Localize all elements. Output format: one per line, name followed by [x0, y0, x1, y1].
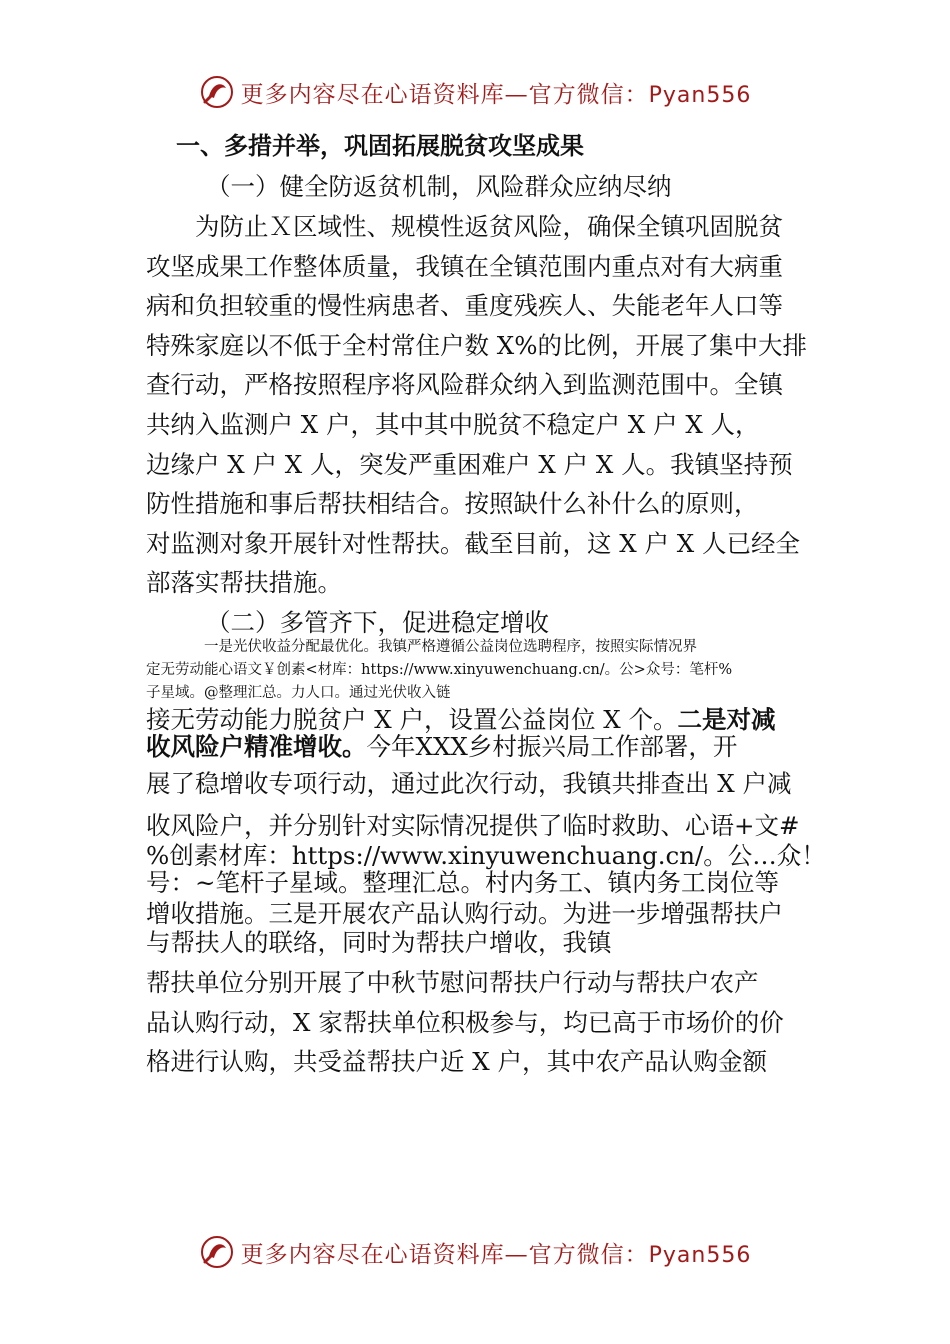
- para-line: 查行动，严格按照程序将风险群众纳入到监测范围中。全镇: [146, 370, 783, 399]
- para-line: 号：~笔杆子星域。整理汇总。村内务工、镇内务工岗位等: [146, 868, 780, 897]
- para-line: 攻坚成果工作整体质量，我镇在全镇范围内重点对有大病重: [146, 252, 783, 281]
- para-line: 边缘户 X 户 X 人，突发严重困难户 X 户 X 人。我镇坚持预: [146, 450, 793, 479]
- bold-phrase: 收风险户精准增收。: [146, 732, 367, 761]
- para-line: 收风险户精准增收。今年XXX乡村振兴局工作部署，开: [146, 732, 738, 761]
- para-line: 收风险户，并分别针对实际情况提供了临时救助、心语+文#: [146, 811, 800, 840]
- small-line: 一是光伏收益分配最优化。我镇严格遵循公益岗位选聘程序，按照实际情况界: [204, 639, 697, 655]
- small-line: 子星域。@整理汇总。力人口。通过光伏收入链: [146, 685, 451, 701]
- para-line: 为防止Ｘ区域性、规模性返贫风险，确保全镇巩固脱贫: [195, 212, 783, 241]
- para-line: 对监测对象开展针对性帮扶。截至目前，这 X 户 X 人已经全: [146, 529, 801, 558]
- para-line: 接无劳动能力脱贫户 X 户，设置公益岗位 X 个。二是对减: [146, 705, 776, 734]
- para-line: 增收措施。三是开展农产品认购行动。为进一步增强帮扶户: [146, 899, 783, 928]
- brand-logo-icon: [199, 74, 235, 110]
- footer-banner: [0, 1230, 950, 1274]
- wechat-id: Pyan556: [648, 1242, 752, 1268]
- para-line: 防性措施和事后帮扶相结合。按照缺什么补什么的原则，: [146, 489, 759, 518]
- para-line: 病和负担较重的慢性病患者、重度残疾人、失能老年人口等: [146, 291, 783, 320]
- para-line: 品认购行动，X 家帮扶单位积极参与，均已高于市场价的价: [146, 1008, 784, 1037]
- small-line: 定无劳动能心语文￥创素<材库：https://www.xinyuwenchuang.cn/。公>众号：笔杆%: [146, 662, 733, 678]
- banner-text: 更多内容尽在心语资料库—官方微信：Pyan556: [240, 1241, 752, 1268]
- para-line: 格进行认购，共受益帮扶户近 X 户，其中农产品认购金额: [146, 1047, 768, 1076]
- subheading-1: （一）健全防返贫机制，风险群众应纳尽纳: [206, 172, 672, 201]
- wechat-id: Pyan556: [648, 82, 752, 108]
- banner-text: 更多内容尽在心语资料库—官方微信：Pyan556: [240, 81, 752, 108]
- para-line: 共纳入监测户 X 户，其中其中脱贫不稳定户 X 户 X 人，: [146, 410, 760, 439]
- subheading-2: （二）多管齐下，促进稳定增收: [206, 608, 549, 637]
- header-banner: [0, 70, 950, 114]
- brand-logo-icon: [199, 1234, 235, 1270]
- para-line: 与帮扶人的联络，同时为帮扶户增收，我镇: [146, 928, 612, 957]
- para-line: 帮扶单位分别开展了中秋节慰问帮扶户行动与帮扶户农产: [146, 968, 759, 997]
- bold-phrase: 二是对减: [677, 705, 776, 734]
- para-line: 特殊家庭以不低于全村常住户数 X%的比例，开展了集中大排: [146, 331, 808, 360]
- section-heading: 一、多措并举，巩固拓展脱贫攻坚成果: [176, 132, 584, 160]
- para-line: %创素材库：https://www.xinyuwenchuang.cn/。公…众！: [146, 841, 826, 870]
- para-line: 部落实帮扶措施。: [146, 568, 342, 597]
- para-line: 展了稳增收专项行动，通过此次行动，我镇共排查出 X 户减: [146, 769, 792, 798]
